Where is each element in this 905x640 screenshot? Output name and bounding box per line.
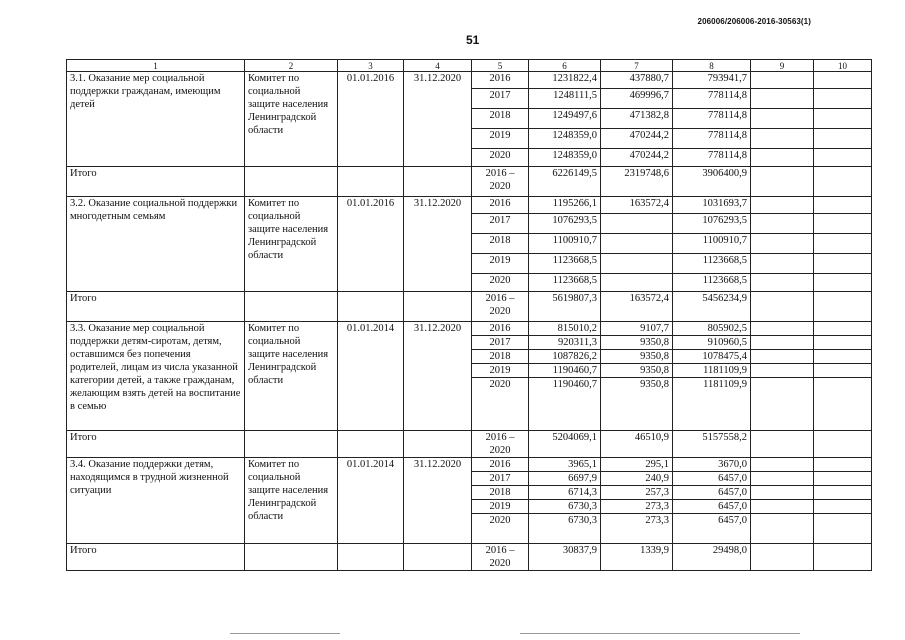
year-cell: 2019 xyxy=(472,500,529,514)
end-date: 31.12.2020 xyxy=(404,197,472,292)
empty-cell xyxy=(751,514,814,544)
empty-cell xyxy=(814,197,872,214)
year-cell: 2016 xyxy=(472,72,529,89)
empty-cell xyxy=(751,378,814,431)
federal-amount-cell: 295,1 xyxy=(601,458,673,472)
measure-name: 3.2. Оказание социальной поддержки многодетным семьям xyxy=(67,197,245,292)
empty-cell xyxy=(338,431,404,458)
page-number: 51 xyxy=(466,33,480,47)
regional-amount-cell: 778114,8 xyxy=(673,149,751,167)
total-amount-cell: 6730,3 xyxy=(529,500,601,514)
empty-cell xyxy=(814,274,872,292)
regional-amount-cell: 805902,5 xyxy=(673,322,751,336)
executor-name: Комитет по социальной защите населения Ленинградской области xyxy=(245,197,338,292)
column-header: 7 xyxy=(601,60,673,72)
empty-cell xyxy=(245,167,338,197)
table-row xyxy=(67,197,872,214)
empty-cell xyxy=(814,364,872,378)
regional-amount-cell: 1078475,4 xyxy=(673,350,751,364)
federal-amount-cell: 437880,7 xyxy=(601,72,673,89)
empty-cell xyxy=(751,486,814,500)
total-row xyxy=(67,167,872,197)
scan-edge-line xyxy=(230,633,340,634)
empty-cell xyxy=(751,544,814,571)
federal-amount-cell xyxy=(601,274,673,292)
empty-cell xyxy=(751,89,814,109)
year-cell: 2018 xyxy=(472,350,529,364)
regional-amount-cell: 1076293,5 xyxy=(673,214,751,234)
year-cell: 2020 xyxy=(472,514,529,544)
table-row xyxy=(67,458,872,472)
executor-name: Комитет по социальной защите населения Ленинградской области xyxy=(245,458,338,544)
total-amount-cell: 5204069,1 xyxy=(529,431,601,458)
executor-name: Комитет по социальной защите населения Ленинградской области xyxy=(245,322,338,431)
regional-amount-cell: 1031693,7 xyxy=(673,197,751,214)
empty-cell xyxy=(751,274,814,292)
column-header: 10 xyxy=(814,60,872,72)
empty-cell xyxy=(751,364,814,378)
empty-cell xyxy=(814,544,872,571)
total-label: Итого xyxy=(67,167,245,197)
total-amount-cell: 5619807,3 xyxy=(529,292,601,322)
regional-amount-cell: 6457,0 xyxy=(673,500,751,514)
total-label: Итого xyxy=(67,292,245,322)
empty-cell xyxy=(404,167,472,197)
document-id: 206006/206006-2016-30563(1) xyxy=(697,17,811,26)
empty-cell xyxy=(751,254,814,274)
start-date: 01.01.2016 xyxy=(338,197,404,292)
empty-cell xyxy=(814,234,872,254)
empty-cell xyxy=(404,544,472,571)
year-cell: 2017 xyxy=(472,89,529,109)
total-period-cell: 2016 – 2020 xyxy=(472,167,529,197)
regional-amount-cell: 5157558,2 xyxy=(673,431,751,458)
total-amount-cell: 30837,9 xyxy=(529,544,601,571)
empty-cell xyxy=(814,431,872,458)
start-date: 01.01.2016 xyxy=(338,72,404,167)
year-cell: 2019 xyxy=(472,129,529,149)
empty-cell xyxy=(751,458,814,472)
start-date: 01.01.2014 xyxy=(338,322,404,431)
empty-cell xyxy=(814,458,872,472)
regional-amount-cell: 1181109,9 xyxy=(673,378,751,431)
empty-cell xyxy=(751,350,814,364)
empty-cell xyxy=(751,336,814,350)
total-amount-cell: 1248359,0 xyxy=(529,149,601,167)
empty-cell xyxy=(751,149,814,167)
year-cell: 2018 xyxy=(472,486,529,500)
empty-cell xyxy=(404,292,472,322)
regional-amount-cell: 6457,0 xyxy=(673,472,751,486)
regional-amount-cell: 5456234,9 xyxy=(673,292,751,322)
year-cell: 2017 xyxy=(472,214,529,234)
budget-table xyxy=(66,59,872,571)
year-cell: 2020 xyxy=(472,149,529,167)
empty-cell xyxy=(814,514,872,544)
table-row xyxy=(67,322,872,336)
federal-amount-cell: 257,3 xyxy=(601,486,673,500)
measure-name: 3.3. Оказание мер социальной поддержки детям-сиротам, детям, оставшимся без попечения родителей, лицам из числа указанной категории детей, а также гражданам, желающим взять детей на воспитание в семью xyxy=(67,322,245,431)
regional-amount-cell: 3906400,9 xyxy=(673,167,751,197)
total-amount-cell: 6730,3 xyxy=(529,514,601,544)
empty-cell xyxy=(338,292,404,322)
federal-amount-cell: 9350,8 xyxy=(601,336,673,350)
total-label: Итого xyxy=(67,431,245,458)
total-amount-cell: 1100910,7 xyxy=(529,234,601,254)
federal-amount-cell: 1339,9 xyxy=(601,544,673,571)
empty-cell xyxy=(245,544,338,571)
regional-amount-cell: 778114,8 xyxy=(673,89,751,109)
empty-cell xyxy=(814,89,872,109)
empty-cell xyxy=(751,234,814,254)
total-amount-cell: 1190460,7 xyxy=(529,364,601,378)
empty-cell xyxy=(751,431,814,458)
column-header: 5 xyxy=(472,60,529,72)
end-date: 31.12.2020 xyxy=(404,322,472,431)
empty-cell xyxy=(245,431,338,458)
table-body xyxy=(67,60,872,571)
start-date: 01.01.2014 xyxy=(338,458,404,544)
empty-cell xyxy=(814,72,872,89)
federal-amount-cell: 9107,7 xyxy=(601,322,673,336)
year-cell: 2020 xyxy=(472,378,529,431)
measure-name: 3.4. Оказание поддержки детям, находящимся в трудной жизненной ситуации xyxy=(67,458,245,544)
total-amount-cell: 6714,3 xyxy=(529,486,601,500)
total-amount-cell: 1076293,5 xyxy=(529,214,601,234)
regional-amount-cell: 1123668,5 xyxy=(673,254,751,274)
federal-amount-cell: 240,9 xyxy=(601,472,673,486)
federal-amount-cell xyxy=(601,254,673,274)
year-cell: 2019 xyxy=(472,364,529,378)
federal-amount-cell: 9350,8 xyxy=(601,378,673,431)
regional-amount-cell: 1181109,9 xyxy=(673,364,751,378)
empty-cell xyxy=(814,486,872,500)
regional-amount-cell: 6457,0 xyxy=(673,514,751,544)
executor-name: Комитет по социальной защите населения Ленинградской области xyxy=(245,72,338,167)
column-header: 3 xyxy=(338,60,404,72)
empty-cell xyxy=(814,167,872,197)
column-header: 6 xyxy=(529,60,601,72)
empty-cell xyxy=(751,129,814,149)
empty-cell xyxy=(814,472,872,486)
empty-cell xyxy=(814,378,872,431)
empty-cell xyxy=(751,214,814,234)
federal-amount-cell: 273,3 xyxy=(601,514,673,544)
empty-cell xyxy=(751,72,814,89)
column-header: 2 xyxy=(245,60,338,72)
empty-cell xyxy=(338,544,404,571)
empty-cell xyxy=(338,167,404,197)
federal-amount-cell: 9350,8 xyxy=(601,350,673,364)
end-date: 31.12.2020 xyxy=(404,458,472,544)
total-amount-cell: 6226149,5 xyxy=(529,167,601,197)
federal-amount-cell xyxy=(601,234,673,254)
year-cell: 2017 xyxy=(472,472,529,486)
empty-cell xyxy=(404,431,472,458)
total-amount-cell: 815010,2 xyxy=(529,322,601,336)
year-cell: 2018 xyxy=(472,109,529,129)
total-amount-cell: 1123668,5 xyxy=(529,274,601,292)
total-amount-cell: 920311,3 xyxy=(529,336,601,350)
regional-amount-cell: 1123668,5 xyxy=(673,274,751,292)
total-period-cell: 2016 – 2020 xyxy=(472,544,529,571)
total-period-cell: 2016 – 2020 xyxy=(472,431,529,458)
federal-amount-cell: 46510,9 xyxy=(601,431,673,458)
regional-amount-cell: 1100910,7 xyxy=(673,234,751,254)
year-cell: 2020 xyxy=(472,274,529,292)
column-header: 9 xyxy=(751,60,814,72)
empty-cell xyxy=(751,292,814,322)
empty-cell xyxy=(814,129,872,149)
total-amount-cell: 6697,9 xyxy=(529,472,601,486)
empty-cell xyxy=(751,109,814,129)
column-header: 8 xyxy=(673,60,751,72)
federal-amount-cell xyxy=(601,214,673,234)
year-cell: 2016 xyxy=(472,322,529,336)
empty-cell xyxy=(751,322,814,336)
total-amount-cell: 1248359,0 xyxy=(529,129,601,149)
empty-cell xyxy=(814,254,872,274)
total-row xyxy=(67,431,872,458)
empty-cell xyxy=(814,214,872,234)
empty-cell xyxy=(814,149,872,167)
federal-amount-cell: 163572,4 xyxy=(601,292,673,322)
federal-amount-cell: 2319748,6 xyxy=(601,167,673,197)
total-amount-cell: 1195266,1 xyxy=(529,197,601,214)
total-label: Итого xyxy=(67,544,245,571)
empty-cell xyxy=(814,336,872,350)
total-period-cell: 2016 – 2020 xyxy=(472,292,529,322)
empty-cell xyxy=(751,167,814,197)
year-cell: 2018 xyxy=(472,234,529,254)
empty-cell xyxy=(751,472,814,486)
empty-cell xyxy=(751,197,814,214)
regional-amount-cell: 910960,5 xyxy=(673,336,751,350)
empty-cell xyxy=(814,109,872,129)
total-amount-cell: 1249497,6 xyxy=(529,109,601,129)
total-amount-cell: 1123668,5 xyxy=(529,254,601,274)
end-date: 31.12.2020 xyxy=(404,72,472,167)
federal-amount-cell: 470244,2 xyxy=(601,129,673,149)
empty-cell xyxy=(814,350,872,364)
total-amount-cell: 1231822,4 xyxy=(529,72,601,89)
total-amount-cell: 1087826,2 xyxy=(529,350,601,364)
total-amount-cell: 1190460,7 xyxy=(529,378,601,431)
federal-amount-cell: 469996,7 xyxy=(601,89,673,109)
total-amount-cell: 1248111,5 xyxy=(529,89,601,109)
federal-amount-cell: 471382,8 xyxy=(601,109,673,129)
regional-amount-cell: 778114,8 xyxy=(673,129,751,149)
year-cell: 2019 xyxy=(472,254,529,274)
empty-cell xyxy=(814,292,872,322)
total-row xyxy=(67,292,872,322)
table-row xyxy=(67,72,872,89)
empty-cell xyxy=(814,322,872,336)
federal-amount-cell: 163572,4 xyxy=(601,197,673,214)
column-header: 4 xyxy=(404,60,472,72)
regional-amount-cell: 29498,0 xyxy=(673,544,751,571)
federal-amount-cell: 470244,2 xyxy=(601,149,673,167)
total-row xyxy=(67,544,872,571)
regional-amount-cell: 3670,0 xyxy=(673,458,751,472)
empty-cell xyxy=(245,292,338,322)
scan-edge-line xyxy=(520,633,800,634)
table-header-row xyxy=(67,60,872,72)
regional-amount-cell: 6457,0 xyxy=(673,486,751,500)
regional-amount-cell: 793941,7 xyxy=(673,72,751,89)
empty-cell xyxy=(751,500,814,514)
year-cell: 2017 xyxy=(472,336,529,350)
regional-amount-cell: 778114,8 xyxy=(673,109,751,129)
empty-cell xyxy=(814,500,872,514)
federal-amount-cell: 9350,8 xyxy=(601,364,673,378)
total-amount-cell: 3965,1 xyxy=(529,458,601,472)
federal-amount-cell: 273,3 xyxy=(601,500,673,514)
column-header: 1 xyxy=(67,60,245,72)
year-cell: 2016 xyxy=(472,197,529,214)
year-cell: 2016 xyxy=(472,458,529,472)
measure-name: 3.1. Оказание мер социальной поддержки гражданам, имеющим детей xyxy=(67,72,245,167)
